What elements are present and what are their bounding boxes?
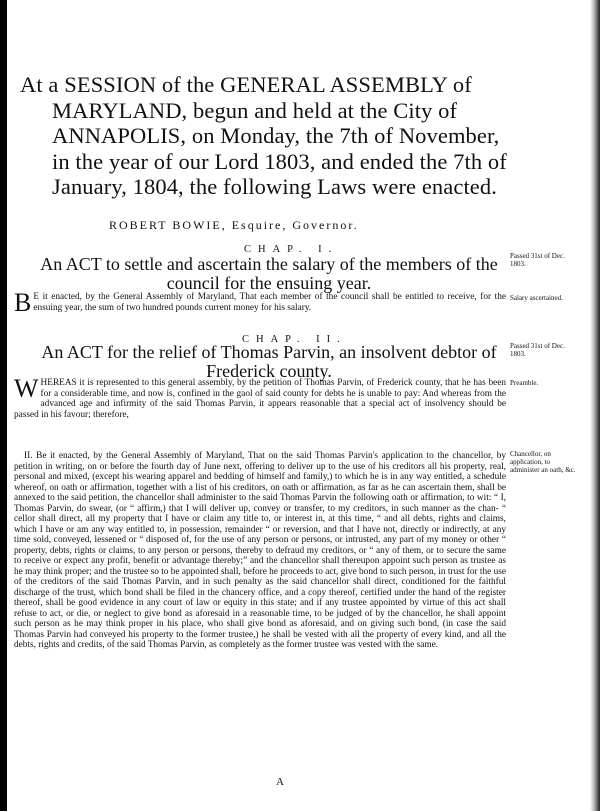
act-title-line: Frederick county. bbox=[206, 361, 332, 381]
title-line: ANNAPOLIS, on Monday, the 7th of November, bbox=[52, 123, 500, 149]
chap-2-act-title bbox=[24, 343, 514, 381]
document-page bbox=[14, 0, 590, 811]
title-line: At a SESSION of the GENERAL ASSEMBLY of bbox=[20, 72, 472, 97]
chap-2-preamble-note: Preamble. bbox=[510, 379, 539, 387]
act-title-line: An ACT to settle and ascertain the salary of the members of the bbox=[40, 254, 498, 274]
chap-1-body: E it enacted, by the General Assembly of Maryland, That each member of the council shall be entitled to receive, for the ensuing year, the sum of two hundred pounds current money for his salary. bbox=[33, 292, 506, 313]
act-title-line: council for the ensuing year. bbox=[166, 273, 372, 293]
chap-2-passed-note: Passed 31st of Dec. 1803. bbox=[510, 342, 565, 358]
title-line: in the year of our Lord 1803, and ended the 7th of bbox=[52, 148, 507, 174]
governor-line: ROBERT BOWIE, Esquire, Governor. bbox=[109, 218, 359, 232]
chap-1-passed-note: Passed 31st of Dec. 1803. bbox=[510, 252, 565, 268]
chap-1-act-title bbox=[24, 255, 514, 293]
chap-2-section-2: II. Be it enacted, by the General Assembly of Maryland, That on the said Thomas Parvin's application to the chancellor, by petition in writing, on or before the fourth day of June next, offering to deliver up to the use of his creditors all his property, real, personal and mixed, (except his wearing apparel and bedding of himself and family,) to which he is in any way entitled, a schedule whereof, on oath or affirmation, together with a list of his creditors, on oath or affirmation, as far as he can ascertain them, shall be annexed to the said petition, the chancellor shall administer to the said Thomas Parvin the following oath or affirmation, to wit: “ I, Thomas Parvin, do swear, (or “ affirm,) that I will deliver up, convey or transfer, to my creditors, in such manner as the chan- “ cellor shall direct, all my property that I have or claim any title to, or interest in, at this time, “ and all debts, rights and claims, which I have or am any way entitled to, in possession, remainder “ or reversion, and that I have not, directly or indirectly, at any time sold, conveyed, lessened or “ disposed of, for the use of any person or persons, or intrusted, any part of my money or other “ property, debts, rights or claims, to any person or persons, thereby to defraud my creditors, or “ any of them, or to secure the same to receive or expect any profit, benefit or advantage thereby;” and the chancellor shall thereupon appoint such person as trustee as he may think proper; and the trustee so to be appointed shall, before he proceeds to act, give bond to such person, in trust for the use of the creditors of the said Thomas Parvin, and in such penalty as the said chancellor shall direct, conditioned for the faithful discharge of the trust, which bond shall be filed in the chancery office, and a copy thereof, certified under the hand of the register thereof, shall be good evidence in any court of law or equity in this state; and if any trustee appointed by virtue of this act shall refuse to act, or die, or neglect to give bond as aforesaid in a reasonable time, to be judged of by the chancellor, he shall appoint such person as he may think proper in his place, who shall give bond as aforesaid, and on giving such bond, (in case the said Thomas Parvin had conveyed his property to the former trustee,) he shall be vested with all the property of every kind, and all the debts, rights and credits, of the said Thomas Parvin, as completely as the former trustee was vested with the same. bbox=[14, 451, 506, 650]
dropcap: W bbox=[14, 374, 39, 403]
chap-2-heading: CHAP. II. bbox=[242, 334, 347, 345]
session-title bbox=[20, 72, 520, 200]
catchword: A bbox=[276, 776, 284, 788]
chap-1-text bbox=[14, 288, 506, 317]
chap-1-subject-note: Salary ascertained. bbox=[510, 294, 563, 302]
page-right-edge bbox=[590, 0, 600, 811]
chap-2-chancellor-note: Chancellor, on application, to administer an oath, &c. bbox=[510, 450, 576, 474]
chap-2-preamble bbox=[14, 374, 506, 420]
dropcap: B bbox=[14, 288, 32, 317]
page-left-edge bbox=[0, 0, 7, 811]
chap-1-heading: CHAP. I. bbox=[244, 244, 339, 255]
title-line: January, 1804, the following Laws were enacted. bbox=[52, 174, 497, 200]
act-title-line: An ACT for the relief of Thomas Parvin, an insolvent debtor of bbox=[41, 342, 497, 362]
title-line: MARYLAND, begun and held at the City of bbox=[52, 97, 458, 123]
chap-2-preamble-body: HEREAS it is represented to this general assembly, by the petition of Thomas Parvin, of Frederick county, that he has been for a considerable time, and now is, confined in the gaol of said county for debts he is unable to pay: And whereas from the advanced age and infirmity of the said Thomas Parvin, it appears reasonable that a special act of insolvency should be passed in his favour; therefore, bbox=[14, 378, 506, 420]
